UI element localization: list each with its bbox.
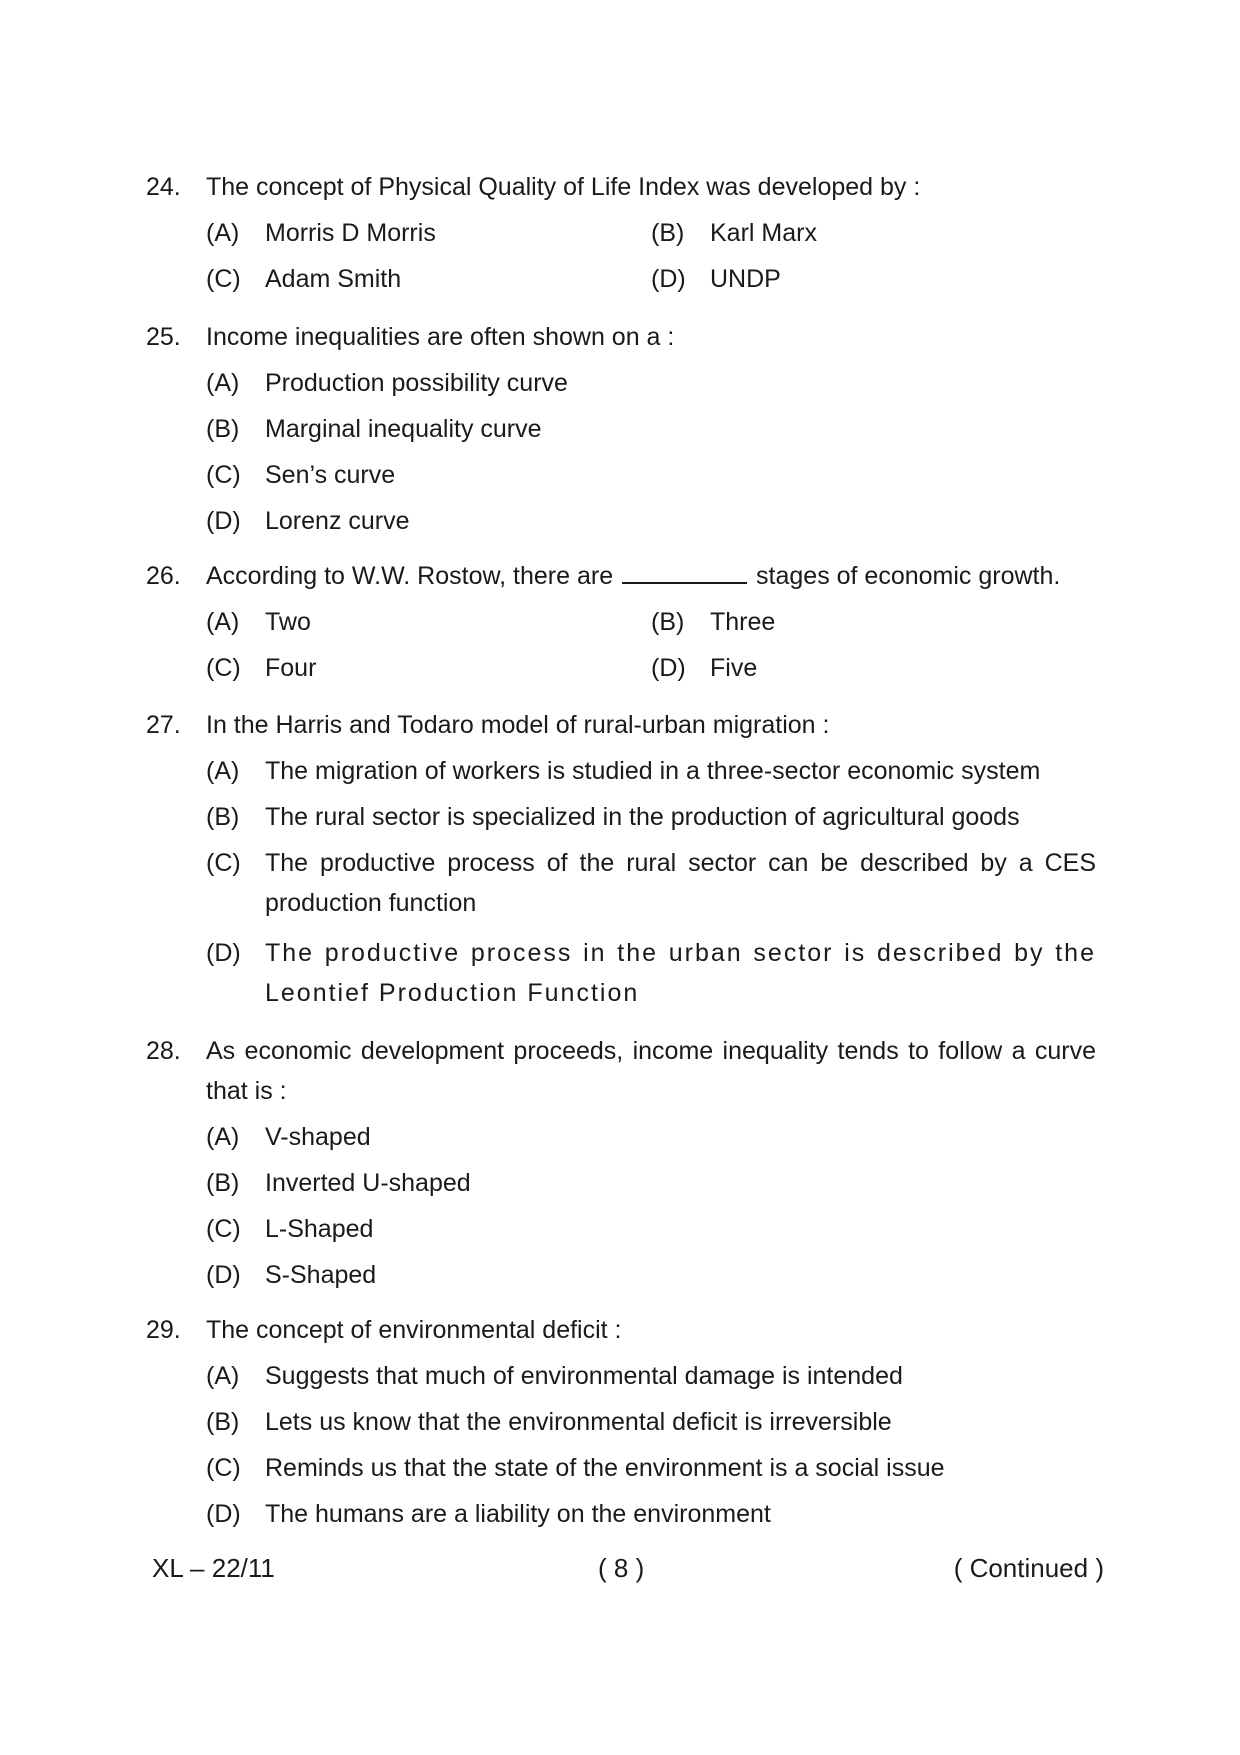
- option-d: [651, 648, 1096, 688]
- continued-label: ( Continued ): [953, 1553, 1104, 1583]
- option-text: Marginal inequality curve: [265, 415, 542, 443]
- option-b: [206, 1163, 471, 1203]
- fill-in-blank: [622, 560, 747, 584]
- question-24: [146, 167, 1096, 299]
- page-number: ( 8 ): [598, 1553, 645, 1583]
- option-d: [206, 501, 410, 541]
- option-text: Two: [265, 608, 311, 636]
- option-text: Production possibility curve: [265, 369, 568, 397]
- question-text: In the Harris and Todaro model of rural-urban migration :: [206, 711, 830, 739]
- question-text: [206, 556, 1096, 596]
- option-label: (B): [206, 1169, 240, 1197]
- option-a: [206, 363, 568, 403]
- option-label: (A): [206, 369, 240, 397]
- option-label: (D): [206, 507, 241, 535]
- option-d: [651, 259, 1096, 299]
- option-text: Adam Smith: [265, 265, 402, 293]
- option-text: V-shaped: [265, 1123, 371, 1151]
- option-label: (B): [206, 415, 240, 443]
- option-text: Inverted U-shaped: [265, 1169, 471, 1197]
- option-text: S-Shaped: [265, 1261, 377, 1289]
- option-text: Reminds us that the state of the environment is a social issue: [265, 1454, 945, 1482]
- option-label: (D): [206, 1261, 241, 1289]
- question-text: The concept of environmental deficit :: [206, 1316, 622, 1344]
- option-text: Five: [710, 654, 758, 682]
- option-text: Karl Marx: [710, 219, 817, 247]
- option-text: The productive process of the rural sector can be described by a CES production function: [265, 849, 1096, 917]
- page-footer: [152, 1548, 1102, 1588]
- option-text: Lorenz curve: [265, 507, 410, 535]
- option-label: (B): [206, 1408, 240, 1436]
- question-text: As economic development proceeds, income inequality tends to follow a curve that is :: [206, 1037, 1096, 1105]
- option-text: Three: [710, 608, 776, 636]
- option-a: [206, 1117, 371, 1157]
- option-c: [206, 259, 651, 299]
- option-label: (A): [206, 1123, 240, 1151]
- option-b: [651, 213, 1096, 253]
- option-label: (B): [651, 608, 685, 636]
- option-d: [206, 933, 1096, 1013]
- option-b: [206, 797, 1020, 837]
- option-label: (C): [206, 265, 241, 293]
- question-text: The concept of Physical Quality of Life Index was developed by :: [206, 173, 921, 201]
- option-text: Suggests that much of environmental damage is intended: [265, 1362, 903, 1390]
- paper-code: XL – 22/11: [152, 1553, 275, 1583]
- question-27: [146, 705, 1096, 1013]
- option-text: Lets us know that the environmental deficit is irreversible: [265, 1408, 892, 1436]
- question-number: 26.: [146, 562, 181, 590]
- question-number: 29.: [146, 1316, 181, 1344]
- question-26: [146, 556, 1096, 688]
- question-text: Income inequalities are often shown on a :: [206, 323, 675, 351]
- option-label: (A): [206, 757, 240, 785]
- option-c: [206, 1209, 373, 1249]
- option-label: (C): [206, 461, 241, 489]
- option-label: (D): [651, 654, 686, 682]
- question-25: [146, 317, 1096, 541]
- option-label: (C): [206, 1454, 241, 1482]
- question-number: 24.: [146, 173, 181, 201]
- option-text: The migration of workers is studied in a three-sector economic system: [265, 757, 1041, 785]
- option-a: [206, 1356, 903, 1396]
- option-d: [206, 1255, 376, 1295]
- option-label: (A): [206, 219, 240, 247]
- option-b: [206, 1402, 892, 1442]
- option-c: [206, 843, 1096, 923]
- option-label: (D): [651, 265, 686, 293]
- option-text: The rural sector is specialized in the production of agricultural goods: [265, 803, 1020, 831]
- option-text: L-Shaped: [265, 1215, 374, 1243]
- option-c: [206, 1448, 945, 1488]
- question-text-before: According to W.W. Rostow, there are: [206, 562, 614, 590]
- question-number: 25.: [146, 323, 181, 351]
- option-label: (C): [206, 1215, 241, 1243]
- question-29: [146, 1310, 1096, 1534]
- option-text: The humans are a liability on the environment: [265, 1500, 771, 1528]
- question-number: 28.: [146, 1037, 181, 1065]
- question-number: 27.: [146, 711, 181, 739]
- option-c: [206, 455, 395, 495]
- option-label: (A): [206, 608, 240, 636]
- option-label: (A): [206, 1362, 240, 1390]
- question-text-after: stages of economic growth.: [756, 562, 1061, 590]
- option-label: (B): [206, 803, 240, 831]
- option-label: (D): [206, 939, 241, 967]
- option-b: [651, 602, 1096, 642]
- option-a: [206, 751, 1040, 791]
- option-text: UNDP: [710, 265, 781, 293]
- question-28: [146, 1031, 1096, 1295]
- option-text: Four: [265, 654, 317, 682]
- option-text: The productive process in the urban sector is described by the Leontief Production Function: [265, 939, 1096, 1007]
- option-label: (D): [206, 1500, 241, 1528]
- option-label: (C): [206, 654, 241, 682]
- option-label: (B): [651, 219, 685, 247]
- option-d: [206, 1494, 771, 1534]
- option-a: [206, 213, 651, 253]
- option-text: Morris D Morris: [265, 219, 436, 247]
- option-text: Sen’s curve: [265, 461, 396, 489]
- option-c: [206, 648, 651, 688]
- option-a: [206, 602, 651, 642]
- option-label: (C): [206, 849, 241, 877]
- option-b: [206, 409, 542, 449]
